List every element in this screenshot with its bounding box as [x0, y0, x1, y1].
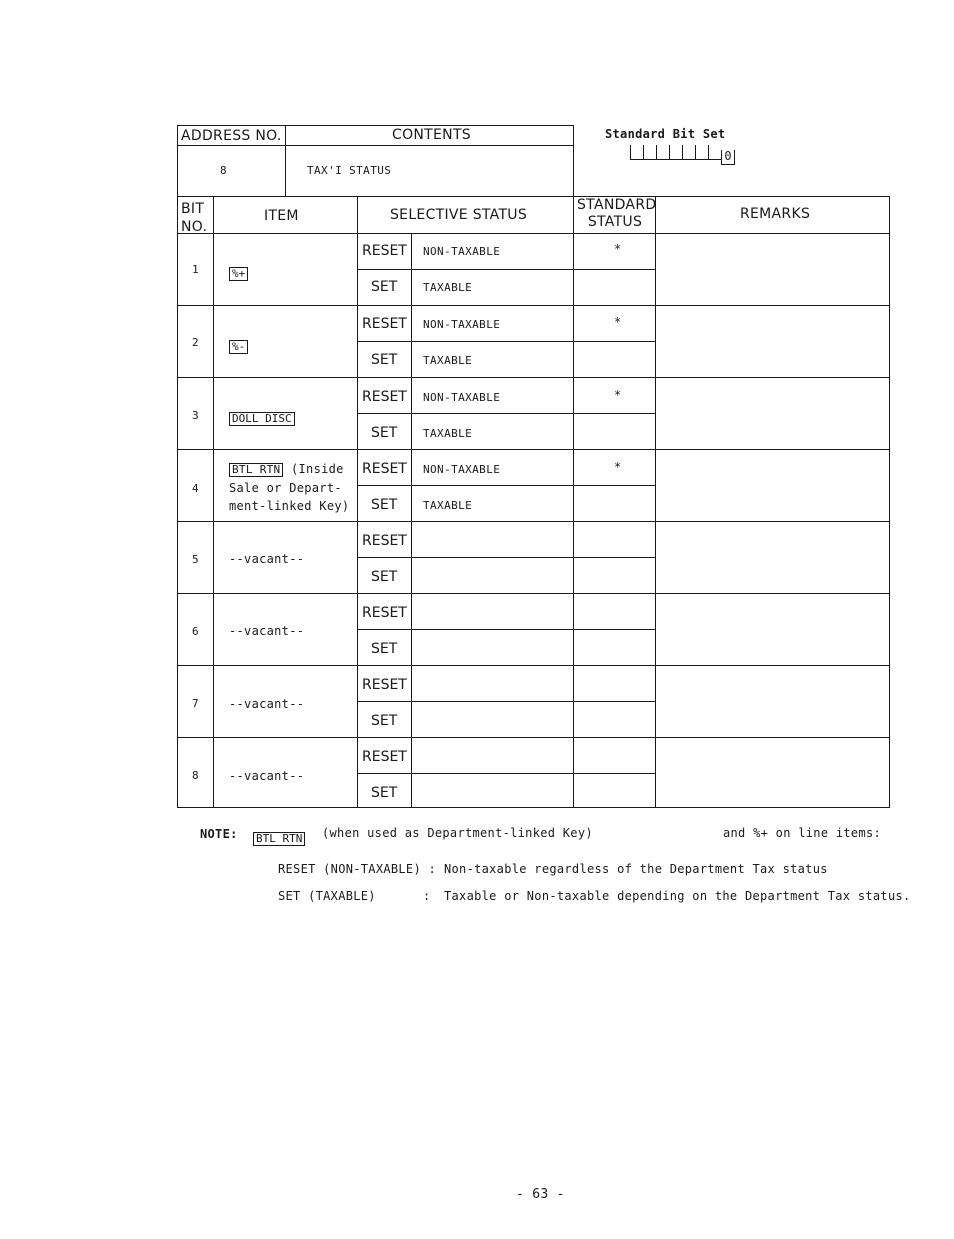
header-right-border	[573, 125, 574, 197]
row6-bit: 6	[192, 625, 200, 638]
row3-reset-label: RESET	[362, 389, 407, 405]
row2-standard: *	[614, 315, 622, 329]
row-separator-7	[177, 737, 890, 738]
row4-standard: *	[614, 460, 622, 474]
address-label: ADDRESS NO.	[181, 128, 282, 144]
standard-bit-set-boxes	[630, 145, 735, 161]
col-divider-bit	[213, 196, 214, 808]
row4-item-line1: BTL RTN (Inside	[229, 462, 344, 477]
row3-standard: *	[614, 388, 622, 402]
row4-set-label: SET	[371, 497, 398, 513]
row1-item-key: %+	[229, 262, 248, 281]
row2-item-key: %-	[229, 335, 248, 354]
row-mid-2	[357, 341, 655, 342]
col-header-item: ITEM	[264, 208, 299, 224]
table-right-border	[889, 196, 890, 808]
header-sub-border	[177, 145, 573, 146]
row2-reset-value: NON-TAXABLE	[423, 318, 501, 331]
col-header-bit-no: BIT NO.	[181, 201, 208, 235]
row1-set-value: TAXABLE	[423, 281, 473, 294]
row3-bit: 3	[192, 409, 200, 422]
table-left-border	[177, 196, 178, 808]
row1-set-label: SET	[371, 279, 398, 295]
row7-reset-label: RESET	[362, 677, 407, 693]
address-value: 8	[220, 164, 228, 177]
row-mid-5	[357, 557, 655, 558]
standard-bit-set-label: Standard Bit Set	[605, 127, 726, 141]
row5-item: --vacant--	[229, 552, 305, 566]
row-mid-1	[357, 269, 655, 270]
col-header-standard-status: STANDARD STATUS	[577, 197, 657, 230]
row-mid-4	[357, 485, 655, 486]
col-divider-selective	[573, 196, 574, 808]
standard-bit-last: 0	[721, 150, 735, 165]
row4-item-line2: Sale or Depart-	[229, 481, 342, 495]
row5-set-label: SET	[371, 569, 398, 585]
note-reset-term: RESET (NON-TAXABLE) :	[278, 862, 437, 876]
table-bottom-border	[177, 807, 890, 808]
row8-item: --vacant--	[229, 769, 305, 783]
row-separator-1	[177, 305, 890, 306]
row4-reset-value: NON-TAXABLE	[423, 463, 501, 476]
row-separator-4	[177, 521, 890, 522]
row8-set-label: SET	[371, 785, 398, 801]
header-left-border	[177, 125, 178, 197]
page-number: - 63 -	[516, 1187, 565, 1202]
header-top-border	[177, 125, 573, 126]
table-header-bottom	[177, 233, 890, 234]
row1-reset-label: RESET	[362, 243, 407, 259]
row7-bit: 7	[192, 697, 200, 710]
row2-set-label: SET	[371, 352, 398, 368]
note-key: BTL RTN	[253, 827, 305, 846]
note-label: NOTE:	[200, 827, 238, 841]
row4-set-value: TAXABLE	[423, 499, 473, 512]
row1-reset-value: NON-TAXABLE	[423, 245, 501, 258]
note-set-term: SET (TAXABLE)	[278, 889, 376, 903]
row6-reset-label: RESET	[362, 605, 407, 621]
row7-set-label: SET	[371, 713, 398, 729]
header-divider	[285, 125, 286, 197]
col-divider-item	[357, 196, 358, 808]
row2-reset-label: RESET	[362, 316, 407, 332]
note-text2: and %+ on line items:	[723, 826, 882, 840]
note-set-colon: :	[423, 889, 431, 903]
row1-bit: 1	[192, 263, 200, 276]
row4-reset-label: RESET	[362, 461, 407, 477]
col-divider-standard	[655, 196, 656, 808]
row7-item: --vacant--	[229, 697, 305, 711]
row1-standard: *	[614, 242, 622, 256]
row-separator-5	[177, 593, 890, 594]
row3-reset-value: NON-TAXABLE	[423, 391, 501, 404]
row4-bit: 4	[192, 482, 200, 495]
row3-item-key: DOLL DISC	[229, 407, 295, 426]
row-separator-2	[177, 377, 890, 378]
row-mid-8	[357, 773, 655, 774]
note-reset-desc: Non-taxable regardless of the Department Tax status	[444, 862, 828, 876]
selective-inner-divider	[411, 233, 412, 808]
row8-reset-label: RESET	[362, 749, 407, 765]
row-mid-6	[357, 629, 655, 630]
col-header-selective-status: SELECTIVE STATUS	[390, 207, 528, 223]
row-mid-7	[357, 701, 655, 702]
row5-bit: 5	[192, 553, 200, 566]
note-text1: (when used as Department-linked Key)	[322, 826, 593, 840]
row2-bit: 2	[192, 336, 200, 349]
col-header-remarks: REMARKS	[740, 206, 811, 222]
row-separator-3	[177, 449, 890, 450]
row3-set-value: TAXABLE	[423, 427, 473, 440]
row-mid-3	[357, 413, 655, 414]
row6-set-label: SET	[371, 641, 398, 657]
row-separator-6	[177, 665, 890, 666]
table-top-border	[177, 196, 890, 197]
contents-label: CONTENTS	[392, 127, 471, 143]
contents-value: TAX'I STATUS	[307, 164, 392, 177]
row3-set-label: SET	[371, 425, 398, 441]
row2-set-value: TAXABLE	[423, 354, 473, 367]
row5-reset-label: RESET	[362, 533, 407, 549]
row4-item-line3: ment-linked Key)	[229, 499, 350, 513]
note-set-desc: Taxable or Non-taxable depending on the Department Tax status.	[444, 889, 911, 903]
row6-item: --vacant--	[229, 624, 305, 638]
row8-bit: 8	[192, 769, 200, 782]
